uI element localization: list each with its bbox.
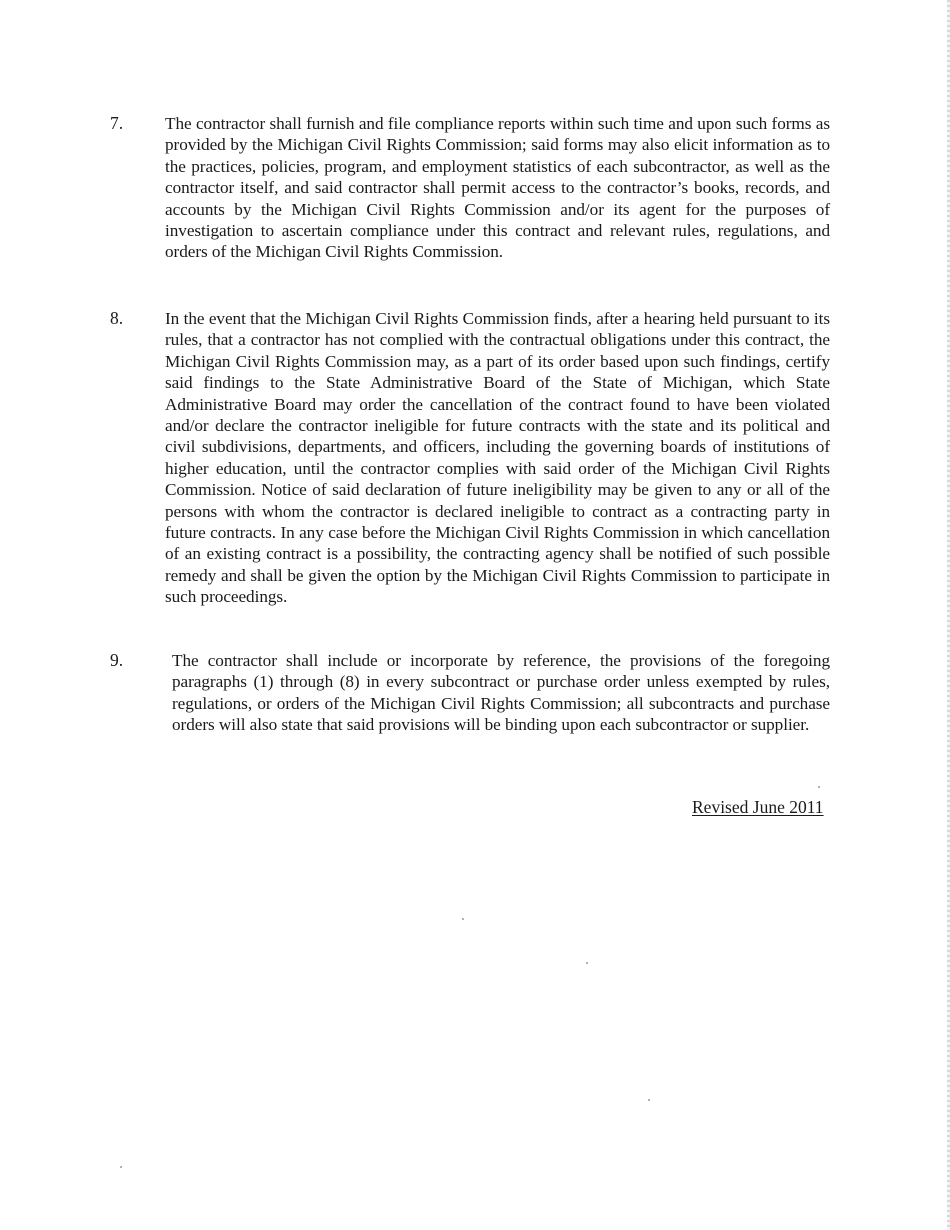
revision-note: Revised June 2011 xyxy=(692,797,824,817)
clause-9-text: The contractor shall include or incorporate by reference, the provisions of the foregoing paragraphs (1) through (8) in every subcontract or purchase order unless exempted by rules, regulations, or orders of the Michigan Civil Rights Commission; all subcontracts and purchase orders will also state that said provisions will be binding upon each subcontractor or supplier. xyxy=(172,651,830,735)
clause-8-text: In the event that the Michigan Civil Rights Commission finds, after a hearing held pursuant to its rules, that a contractor has not complied with the contractual obligations under this contract, the Michigan Civil Rights Commission may, as a part of its order based upon such findings, certify said findings to the State Administrative Board of the State of Michigan, which State Administrative Board may order the cancellation of the contract found to have been violated and/or declare the contractor ineligible for future contracts with the state and its political and civil subdivisions, departments, and officers, including the governing boards of institutions of higher education, until the contractor complies with said order of the Michigan Civil Rights Commission. Notice of said declaration of future ineligibility may be given to any or all of the persons with whom the contractor is declared ineligible to contract as a contracting party in future contracts. In any case before the Michigan Civil Rights Commission in which cancellation of an existing contract is a possibility, the contracting agency shall be notified of such possible remedy and shall be given the option by the Michigan Civil Rights Commission to participate in such proceedings. xyxy=(165,309,830,607)
clause-9-number: 9. xyxy=(110,650,124,670)
scan-speck xyxy=(586,962,588,964)
scan-speck xyxy=(818,786,820,788)
scan-speck xyxy=(462,918,464,920)
clause-7-number: 7. xyxy=(110,113,124,133)
clause-8-number: 8. xyxy=(110,308,124,328)
clause-7-text: The contractor shall furnish and file compliance reports within such time and upon such forms as provided by the Michigan Civil Rights Commission; said forms may also elicit information as to the practices, policies, program, and employment statistics of each subcontractor, as well as the contractor itself, and said contractor shall permit access to the contractor’s books, records, and accounts by the Michigan Civil Rights Commission and/or its agent for the purposes of investigation to ascertain compliance under this contract and relevant rules, regulations, and orders of the Michigan Civil Rights Commission. xyxy=(165,114,830,262)
scan-speck xyxy=(120,1166,122,1168)
scan-speck xyxy=(648,1099,650,1101)
